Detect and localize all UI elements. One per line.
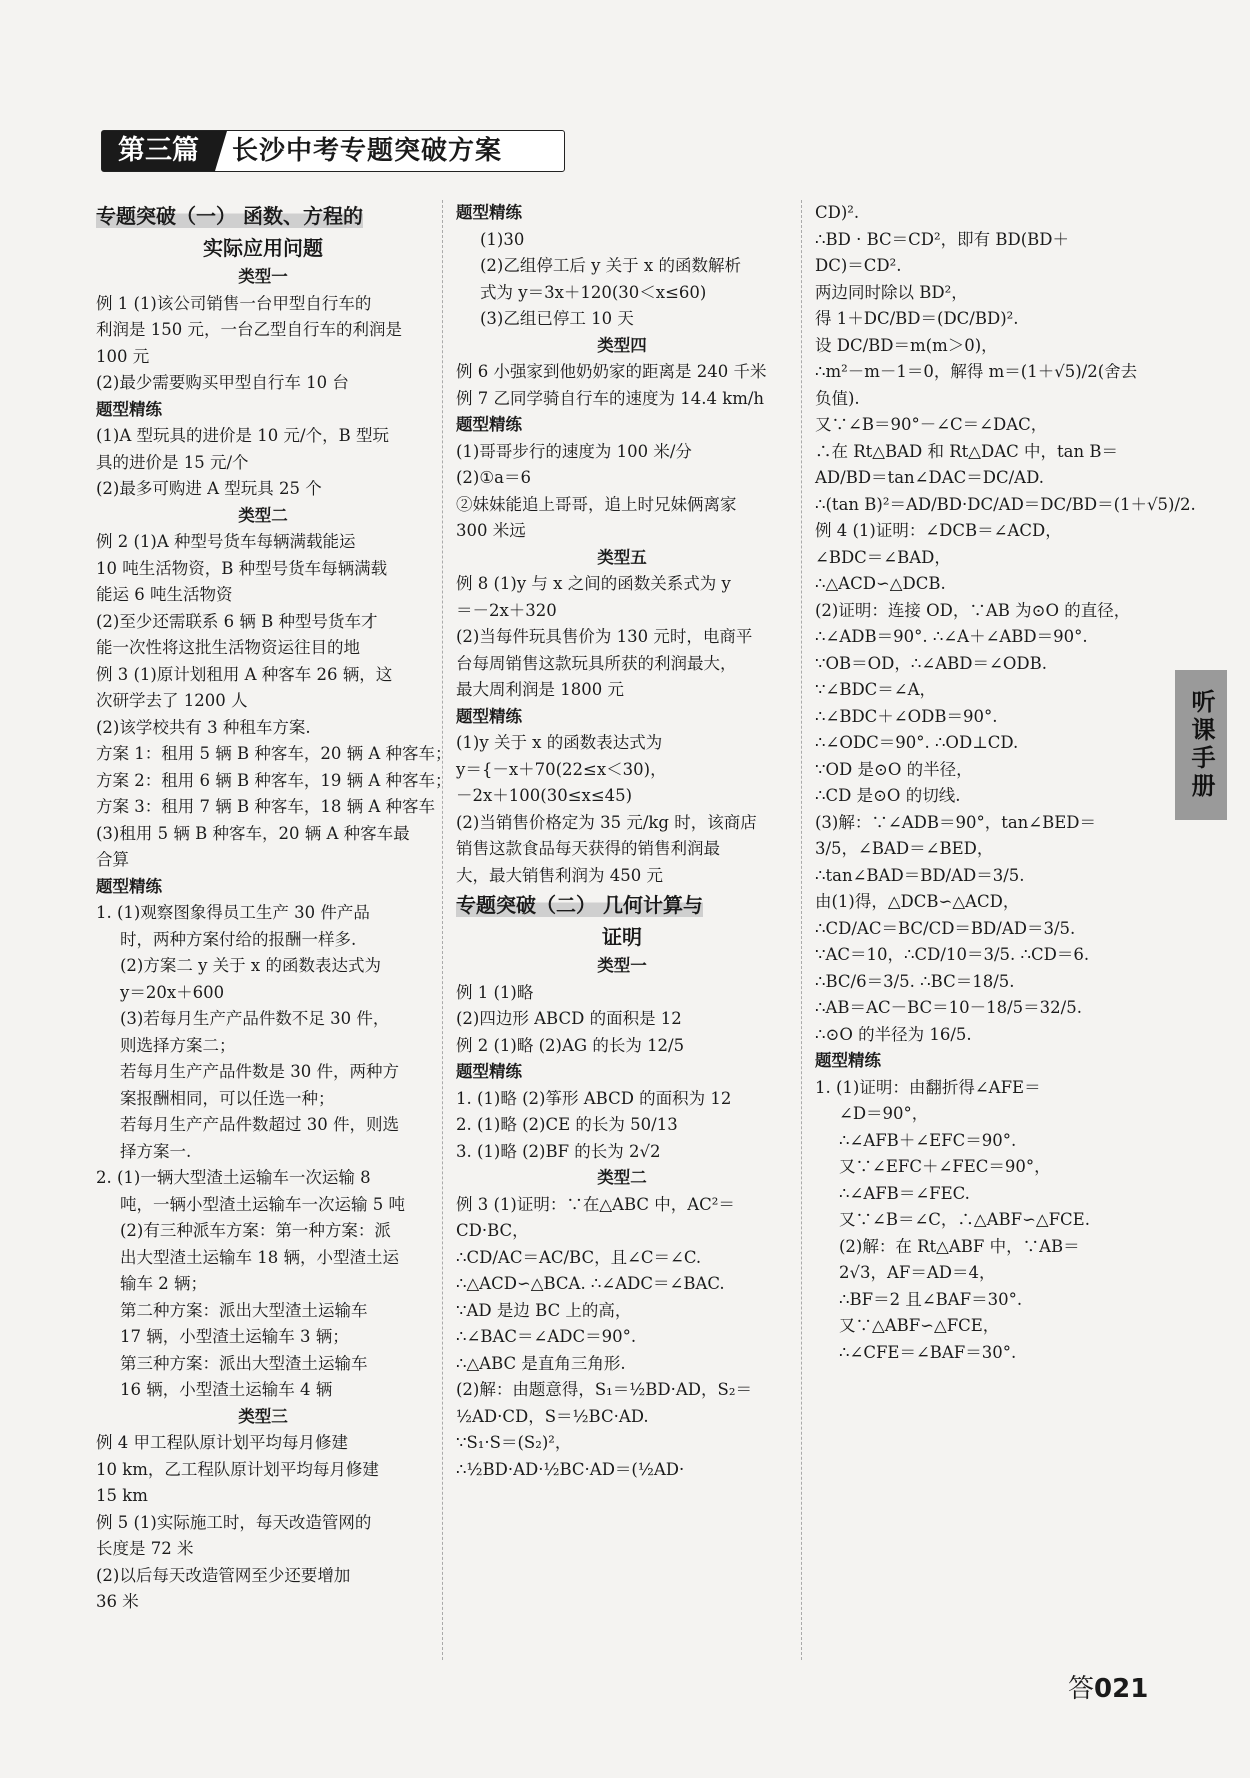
answer-line: (2)最少需要购买甲型自行车 10 台 — [96, 373, 349, 392]
answer-line: ②妹妹能追上哥哥，追上时兄妹俩离家 — [456, 494, 737, 514]
answer-line: 第二种方案：派出大型渣土运输车 — [120, 1300, 368, 1320]
answer-line: (2)乙组停工后 y 关于 x 的函数解析 — [480, 256, 741, 275]
side-tab: 听课手册 — [1175, 670, 1227, 820]
answer-line: 1. (1)略 (2)筝形 ABCD 的面积为 12 — [456, 1088, 732, 1108]
answer-line: (2)解：由题意得，S₁＝½BD·AD，S₂＝ — [456, 1380, 752, 1399]
answer-line: (1)A 型玩具的进价是 10 元/个，B 型玩 — [96, 426, 389, 445]
answer-line: 两边同时除以 BD²， — [815, 282, 968, 302]
answer-line: 长度是 72 米 — [96, 1539, 194, 1558]
answer-line: ∠BDC＝∠BAD， — [815, 547, 951, 567]
answer-line: ∴∠BDC＋∠ODB＝90°. — [815, 706, 998, 726]
answer-line: CD)². — [815, 203, 860, 222]
answer-line: 例 8 (1)y 与 x 之间的函数关系式为 y — [456, 574, 731, 593]
answer-line: ∵OD 是⊙O 的半径， — [815, 759, 973, 779]
answer-line: ½AD·CD，S＝½BC·AD. — [456, 1406, 649, 1426]
practice-heading: 题型精练 — [815, 1051, 881, 1070]
section-title-text: 专题突破（二） 几何计算与 — [456, 893, 703, 917]
column-divider — [442, 200, 443, 1660]
answer-line: ∴AB＝AC－BC＝10－18/5＝32/5. — [815, 998, 1082, 1017]
answer-line: ∴∠BAC＝∠ADC＝90°. — [456, 1327, 637, 1346]
answer-line: 利润是 150 元，一台乙型自行车的利润是 — [96, 320, 402, 339]
column-divider — [801, 200, 802, 1660]
answer-line: ＝－2x＋320 — [456, 600, 557, 620]
answer-line: 16 辆，小型渣土运输车 4 辆 — [120, 1380, 333, 1399]
answer-line: (2)有三种派车方案：第一种方案：派 — [120, 1221, 391, 1240]
practice-heading: 题型精练 — [456, 203, 522, 222]
answer-line: －2x＋100(30≤x≤45) — [456, 786, 633, 805]
answer-line: ∴△ACD∽△BCA. ∴∠ADC＝∠BAC. — [456, 1274, 725, 1293]
type-heading: 类型三 — [238, 1406, 288, 1426]
answer-line: 方案 3：租用 7 辆 B 种客车，18 辆 A 种客车 — [96, 797, 435, 816]
answer-line: ∵OB＝OD，∴∠ABD＝∠ODB. — [815, 653, 1047, 673]
answer-line: 出大型渣土运输车 18 辆，小型渣土运 — [120, 1247, 399, 1267]
answer-line: ∴BC/6＝3/5. ∴BC＝18/5. — [815, 971, 1015, 991]
type-heading: 类型一 — [238, 267, 288, 286]
answer-line: 式为 y＝3x＋120(30＜x≤60) — [480, 282, 707, 302]
practice-heading: 题型精练 — [456, 415, 522, 434]
answer-line: 17 辆，小型渣土运输车 3 辆； — [120, 1327, 349, 1346]
answer-line: (2)方案二 y 关于 x 的函数表达式为 — [120, 956, 381, 975]
answer-line: 2. (1)一辆大型渣土运输车一次运输 8 — [96, 1168, 371, 1187]
answer-line: (2)最多可购进 A 型玩具 25 个 — [96, 479, 322, 498]
answer-line: 3/5，∠BAD＝∠BED， — [815, 839, 994, 858]
answer-line: ∴△ABC 是直角三角形. — [456, 1353, 626, 1373]
answer-line: 又∵∠B＝∠C，∴△ABF∽△FCE. — [839, 1210, 1090, 1229]
part-label: 第三篇 — [102, 131, 215, 171]
answer-line: (1)哥哥步行的速度为 100 米/分 — [456, 441, 692, 461]
answer-line: 例 4 (1)证明：∠DCB＝∠ACD， — [815, 521, 1062, 540]
answer-line: 例 1 (1)略 — [456, 982, 534, 1002]
answer-line: 又∵∠B＝90°－∠C＝∠DAC， — [815, 415, 1048, 434]
answer-line: y＝{－x＋70(22≤x＜30)， — [456, 759, 667, 779]
answer-line: 择方案一. — [120, 1141, 192, 1161]
answer-line: (3)租用 5 辆 B 种客车，20 辆 A 种客车最 — [96, 823, 410, 843]
answer-line: (2)证明：连接 OD，∵AB 为⊙O 的直径， — [815, 600, 1131, 620]
answer-line: (2)该学校共有 3 种租车方案. — [96, 717, 311, 737]
answer-line: ∠D＝90°， — [839, 1104, 929, 1123]
answer-line: y＝20x＋600 — [120, 982, 225, 1002]
answer-line: ∴⊙O 的半径为 16/5. — [815, 1024, 972, 1044]
answer-line: 例 6 小强家到他奶奶家的距离是 240 千米 — [456, 362, 767, 381]
page-number-prefix: 答 — [1068, 1674, 1095, 1704]
column-3 — [815, 200, 1196, 1366]
answer-line: 能运 6 吨生活物资 — [96, 585, 233, 604]
answer-line: ∴∠AFB＋∠EFC＝90°. — [839, 1130, 1017, 1150]
answer-line: 1. (1)证明：由翻折得∠AFE＝ — [815, 1077, 1041, 1097]
answer-line: ∴∠ODC＝90°. ∴OD⊥CD. — [815, 733, 1019, 752]
answer-line: ∵AD 是边 BC 上的高， — [456, 1300, 632, 1320]
type-heading: 类型四 — [597, 335, 647, 355]
answer-line: 台每周销售这款玩具所获的利润最大， — [456, 653, 737, 673]
section-title — [96, 200, 430, 232]
answer-line: 方案 1：租用 5 辆 B 种客车，20 辆 A 种客车； — [96, 744, 452, 763]
practice-heading: 题型精练 — [96, 876, 162, 896]
type-heading: 类型五 — [597, 547, 647, 567]
answer-line: 输车 2 辆； — [120, 1274, 207, 1293]
answer-line: 则选择方案二； — [120, 1035, 236, 1055]
answer-line: 15 km — [96, 1486, 148, 1505]
answer-line: ∴m²－m－1＝0，解得 m＝(1＋√5)/2(舍去 — [815, 362, 1138, 381]
answer-line: 例 3 (1)原计划租用 A 种客车 26 辆，这 — [96, 664, 393, 684]
answer-line: ∴△ACD∽△DCB. — [815, 574, 946, 593]
answer-line: 销售这款食品每天获得的销售利润最 — [456, 839, 720, 858]
section-title-cont: 实际应用问题 — [203, 236, 323, 260]
answer-line: ∵S₁·S＝(S₂)²， — [456, 1433, 572, 1452]
answer-line: ∴BD · BC＝CD²，即有 BD(BD＋ — [815, 229, 1070, 249]
answer-line: ∴CD 是⊙O 的切线. — [815, 786, 961, 805]
answer-line: 方案 2：租用 6 辆 B 种客车，19 辆 A 种客车； — [96, 770, 452, 790]
answer-line: (2)解：在 Rt△ABF 中，∵AB＝ — [839, 1236, 1080, 1256]
type-heading: 类型二 — [238, 505, 288, 525]
answer-line: ∴在 Rt△BAD 和 Rt△DAC 中，tan B＝ — [815, 441, 1118, 461]
answer-line: (2)①a＝6 — [456, 468, 531, 487]
answer-line: (3)解：∵∠ADB＝90°，tan∠BED＝ — [815, 812, 1097, 832]
answer-line: 最大周利润是 1800 元 — [456, 680, 624, 699]
practice-heading: 题型精练 — [96, 399, 162, 419]
answer-line: 第三种方案：派出大型渣土运输车 — [120, 1353, 368, 1373]
answer-line: (2)以后每天改造管网至少还要增加 — [96, 1565, 351, 1585]
answer-line: (2)当每件玩具售价为 130 元时，电商平 — [456, 627, 753, 646]
page-number-value: 021 — [1094, 1674, 1149, 1704]
answer-line: 负值). — [815, 388, 860, 408]
column-2 — [456, 200, 788, 1483]
answer-line: ∴½BD·AD·½BC·AD＝(½AD· — [456, 1459, 685, 1479]
answer-line: DC)＝CD². — [815, 256, 902, 275]
answer-line: 10 吨生活物资，B 种型号货车每辆满载 — [96, 558, 388, 578]
answer-line: 1. (1)观察图象得员工生产 30 件产品 — [96, 903, 370, 922]
answer-line: 若每月生产产品件数是 30 件，两种方 — [120, 1062, 399, 1081]
answer-line: 具的进价是 15 元/个 — [96, 452, 249, 472]
answer-line: 又∵△ABF∽△FCE， — [839, 1316, 1000, 1335]
answer-line: 大，最大销售利润为 450 元 — [456, 865, 663, 885]
answer-line: 次研学去了 1200 人 — [96, 691, 248, 710]
answer-line: 若每月生产产品件数超过 30 件，则选 — [120, 1115, 399, 1134]
answer-line: 例 2 (1)A 种型号货车每辆满载能运 — [96, 532, 356, 551]
column-1 — [96, 200, 452, 1616]
section-title — [456, 889, 788, 921]
answer-line: 能一次性将这批生活物资运往目的地 — [96, 638, 360, 657]
answer-line: 得 1＋DC/BD＝(DC/BD)². — [815, 309, 1019, 328]
answer-line: ∴CD/AC＝BC/CD＝BD/AD＝3/5. — [815, 918, 1076, 938]
answer-line: 36 米 — [96, 1592, 139, 1611]
answer-line: (2)当销售价格定为 35 元/kg 时，该商店 — [456, 812, 757, 832]
answer-line: 10 km，乙工程队原计划平均每月修建 — [96, 1459, 379, 1479]
part-header — [101, 130, 565, 172]
answer-line: AD/BD＝tan∠DAC＝DC/AD. — [815, 468, 1044, 487]
answer-line: ∴∠ADB＝90°. ∴∠A＋∠ABD＝90°. — [815, 627, 1088, 646]
answer-line: 又∵∠EFC＋∠FEC＝90°， — [839, 1157, 1051, 1176]
answer-line: 设 DC/BD＝m(m＞0)， — [815, 335, 998, 355]
answer-line: (2)至少还需联系 6 辆 B 种型号货车才 — [96, 611, 378, 631]
answer-line: 例 2 (1)略 (2)AG 的长为 12/5 — [456, 1035, 685, 1055]
section-title-text: 专题突破（一） 函数、方程的 — [96, 204, 363, 228]
answer-line: CD·BC， — [456, 1221, 529, 1240]
practice-heading: 题型精练 — [456, 706, 522, 726]
answer-line: (2)四边形 ABCD 的面积是 12 — [456, 1009, 682, 1028]
answer-line: 3. (1)略 (2)BF 的长为 2√2 — [456, 1141, 661, 1161]
answer-line: 2√3，AF＝AD＝4， — [839, 1263, 996, 1282]
answer-line: ∴(tan B)²＝AD/BD·DC/AD＝DC/BD＝(1＋√5)/2. — [815, 494, 1196, 514]
answer-line: 例 3 (1)证明：∵在△ABC 中，AC²＝ — [456, 1194, 735, 1214]
answer-line: ∵∠BDC＝∠A， — [815, 680, 937, 699]
answer-line: 300 米远 — [456, 521, 526, 540]
answer-line: 合算 — [96, 850, 129, 869]
answer-line: ∴∠AFB＝∠FEC. — [839, 1183, 970, 1203]
page-number — [1068, 1668, 1148, 1705]
answer-line: 案报酬相同，可以任选一种； — [120, 1088, 335, 1108]
answer-line: (3)乙组已停工 10 天 — [480, 309, 634, 328]
answer-line: 100 元 — [96, 346, 150, 366]
answer-line: 例 5 (1)实际施工时，每天改造管网的 — [96, 1512, 372, 1532]
answer-line: 吨，一辆小型渣土运输车一次运输 5 吨 — [120, 1194, 405, 1214]
answer-line: 例 7 乙同学骑自行车的速度为 14.4 km/h — [456, 388, 765, 408]
type-heading: 类型一 — [597, 956, 647, 975]
answer-line: ∴BF＝2 且∠BAF＝30°. — [839, 1289, 1023, 1309]
part-title: 长沙中考专题突破方案 — [232, 136, 503, 166]
answer-line: ∵AC＝10，∴CD/10＝3/5. ∴CD＝6. — [815, 945, 1090, 964]
answer-line: (1)30 — [480, 229, 525, 249]
answer-line: ∴CD/AC＝AC/BC，且∠C＝∠C. — [456, 1247, 702, 1267]
answer-line: 时，两种方案付给的报酬一样多. — [120, 929, 357, 949]
answer-line: ∴∠CFE＝∠BAF＝30°. — [839, 1342, 1017, 1362]
type-heading: 类型二 — [597, 1168, 647, 1187]
answer-line: 例 1 (1)该公司销售一台甲型自行车的 — [96, 293, 372, 313]
answer-line: (1)y 关于 x 的函数表达式为 — [456, 733, 663, 752]
answer-line: 例 4 甲工程队原计划平均每月修建 — [96, 1433, 348, 1452]
answer-line: ∴tan∠BAD＝BD/AD＝3/5. — [815, 865, 1025, 885]
section-title-cont: 证明 — [602, 925, 642, 949]
answer-line: 由(1)得，△DCB∽△ACD， — [815, 892, 1020, 911]
answer-line: 2. (1)略 (2)CE 的长为 50/13 — [456, 1115, 678, 1134]
practice-heading: 题型精练 — [456, 1062, 522, 1081]
answer-line: (3)若每月生产产品件数不足 30 件， — [120, 1009, 390, 1028]
